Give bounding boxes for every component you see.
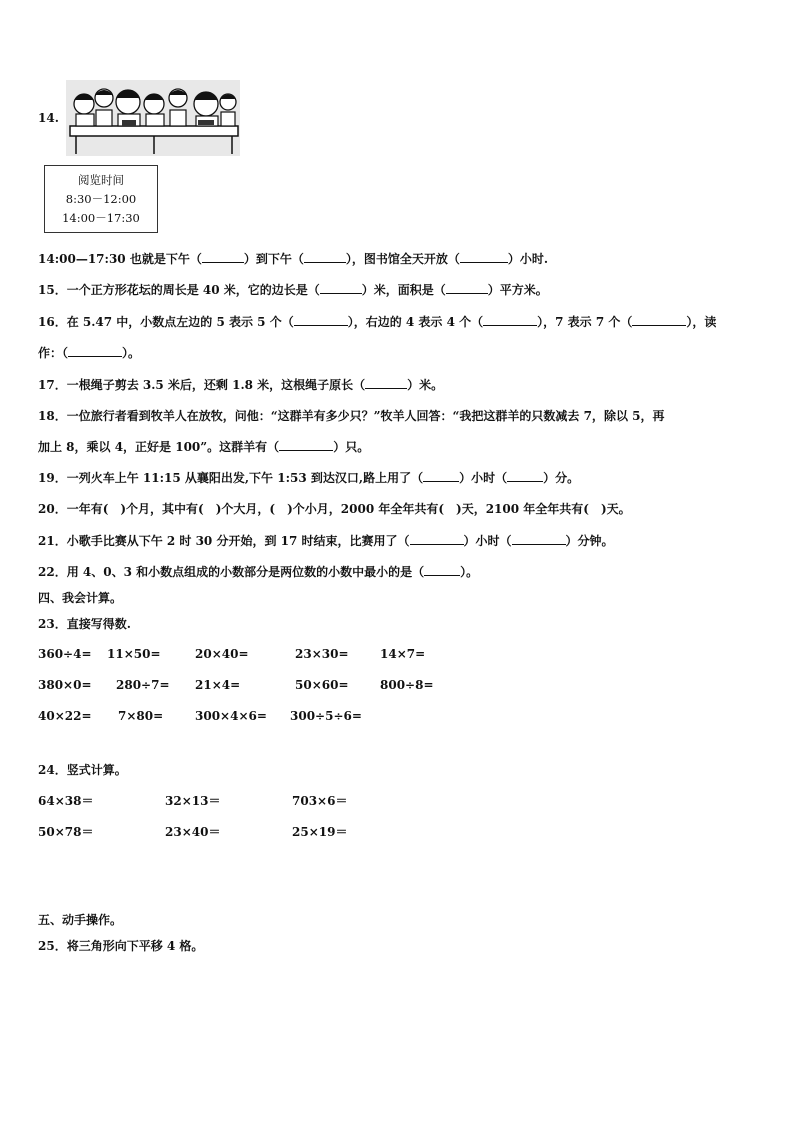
q16-part-1: 16．在 5.47 中，小数点左边的 5 表示 5 个（ [38,315,294,329]
calc-item: 40×22= [38,709,92,723]
answer-blank[interactable] [294,313,348,326]
section-4-heading: 四、我会计算。 [38,591,123,605]
calc-item: 14×7= [380,647,426,661]
answer-blank[interactable] [483,313,537,326]
calc-item: 703×6＝ [292,794,348,808]
reading-hours-box [44,165,158,233]
q19-part-3: ）分。 [543,471,580,485]
answer-blank[interactable] [279,438,333,451]
q22-part-2: ）。 [460,565,479,579]
calc-item: 21×4= [195,678,241,692]
calc-item: 32×13＝ [165,794,221,808]
reading-hours-morning: 8:30－12:00 [65,192,137,206]
answer-blank[interactable] [460,250,508,263]
question-18-line-2 [38,438,369,455]
answer-blank[interactable] [446,281,488,294]
q14-part-2: ）到下午（ [243,252,304,266]
q16-part-5: 作：（ [38,346,69,360]
q17-part-1: 17．一根绳子剪去 3.5 米后，还剩 1.8 米，这根绳子原长（ [38,378,366,392]
question-25: 25．将三角形向下平移 4 格。 [38,939,204,953]
answer-blank[interactable] [68,344,122,357]
q14-part-1: 14:00—17:30 也就是下午（ [38,252,202,266]
calc-item: 300÷5÷6= [290,709,362,723]
reading-hours-afternoon: 14:00－17:30 [62,211,140,225]
q15-part-3: ）平方米。 [487,283,548,297]
question-20: 20．一年有( )个月，其中有( )个大月，( )个小月，2000 年全年共有( )天，2100 年全年共有( )天。 [38,502,631,516]
answer-blank[interactable] [507,469,543,482]
calc-item: 360÷4= [38,647,92,661]
calc-item: 20×40= [195,647,249,661]
q15-part-2: ）米，面积是（ [361,283,446,297]
q19-part-2: ）小时（ [459,471,508,485]
q17-part-2: ）米。 [407,378,444,392]
answer-blank[interactable] [632,313,686,326]
q18-part-2: ）只。 [333,440,370,454]
answer-blank[interactable] [410,532,464,545]
question-21 [38,532,614,549]
answer-blank[interactable] [202,250,244,263]
question-14-text [38,250,548,267]
q21-part-3: ）分钟。 [565,534,614,548]
calc-item: 280÷7= [116,678,170,692]
question-24-title: 24．竖式计算。 [38,763,127,777]
q21-part-2: ）小时（ [463,534,512,548]
q16-part-3: ），7 表示 7 个（ [537,315,633,329]
q19-part-1: 19．一列火车上午 11:15 从襄阳出发,下午 1:53 到达汉口,路上用了（ [38,471,424,485]
calc-item: 25×19＝ [292,825,348,839]
q16-part-6: ）。 [122,346,141,360]
calc-item: 64×38＝ [38,794,94,808]
question-18-line-1: 18．一位旅行者看到牧羊人在放牧，问他：“这群羊有多少只？”牧羊人回答：“我把这群羊的只数减去 7，除以 5，再 [38,409,665,423]
calc-item: 23×30= [295,647,349,661]
children-reading-illustration [66,80,240,156]
question-22 [38,563,478,580]
calc-item: 800÷8= [380,678,434,692]
question-15 [38,281,548,298]
question-16-line-2 [38,344,140,361]
question-23-title: 23．直接写得数. [38,617,131,631]
calc-item: 23×40＝ [165,825,221,839]
answer-blank[interactable] [512,532,566,545]
question-17 [38,376,443,393]
q14-part-4: ）小时. [507,252,549,266]
q14-part-3: ），图书馆全天开放（ [345,252,460,266]
q15-part-1: 15．一个正方形花坛的周长是 40 米，它的边长是（ [38,283,320,297]
reading-hours-title: 阅览时间 [78,173,124,187]
question-16-line-1 [38,313,716,330]
section-5-heading: 五、动手操作。 [38,913,123,927]
question-19 [38,469,579,486]
answer-blank[interactable] [424,563,460,576]
q16-part-2: ），右边的 4 表示 4 个（ [347,315,484,329]
calc-item: 7×80= [118,709,164,723]
calc-item: 11×50= [107,647,161,661]
q21-part-1: 21．小歌手比赛从下午 2 时 30 分开始，到 17 时结束，比赛用了（ [38,534,410,548]
question-14-number: 14. [38,111,59,125]
q16-part-4: ），读 [686,315,717,329]
q18-part-1: 加上 8，乘以 4，正好是 100”。这群羊有（ [38,440,280,454]
answer-blank[interactable] [304,250,346,263]
answer-blank[interactable] [423,469,459,482]
calc-item: 50×60= [295,678,349,692]
calc-item: 300×4×6= [195,709,267,723]
calc-item: 50×78＝ [38,825,94,839]
answer-blank[interactable] [320,281,362,294]
calc-item: 380×0= [38,678,92,692]
q22-part-1: 22．用 4、0、3 和小数点组成的小数部分是两位数的小数中最小的是（ [38,565,425,579]
answer-blank[interactable] [365,376,407,389]
